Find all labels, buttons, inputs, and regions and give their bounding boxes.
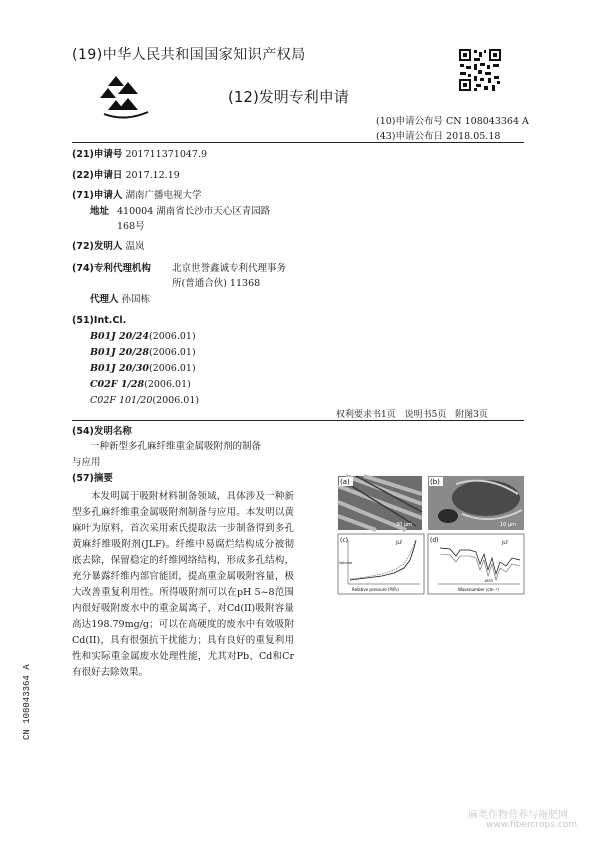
invention-title-line-2: 与应用 — [72, 457, 101, 468]
address-line-2: 168号 — [117, 221, 145, 232]
address-label: 地址 — [90, 206, 110, 217]
ipc-version: (2006.01) — [148, 347, 196, 358]
panel-d-label: (d) — [430, 537, 439, 544]
pages-info: 权利要求书1页 说明书5页 附图3页 — [336, 410, 488, 420]
agent-label: 代理人 — [90, 294, 119, 305]
ipc-code: C02F 101/20 — [90, 395, 153, 406]
ipc-version: (2006.01) — [152, 395, 200, 406]
sem-pore-b — [452, 480, 520, 516]
plot-d-peak-label: 1653 — [484, 579, 493, 583]
agency-line-2: 所(普通合伙) 11368 — [172, 278, 261, 289]
panel-c-label: (c) — [340, 537, 348, 544]
invention-title-line-1: 一种新型多孔麻纤维重金属吸附剂的制备 — [90, 441, 262, 452]
ipc-row — [90, 329, 196, 344]
intcl-label: (51)Int.Cl. — [72, 315, 127, 326]
biblio-divider — [72, 420, 524, 421]
applicant-row — [72, 188, 201, 203]
application-number-label: (21)申请号 — [72, 149, 123, 160]
document-type: (12)发明专利申请 — [228, 88, 349, 106]
ipc-row — [90, 345, 196, 360]
inventor-label: (72)发明人 — [72, 241, 123, 252]
abstract-label: (57)摘要 — [72, 473, 113, 484]
filing-date-row — [72, 168, 180, 183]
applicant: 湖南广播电视大学 — [125, 190, 202, 201]
watermark-url: www.fibercrops.com — [486, 820, 577, 830]
plot-c-xlabel: Relative pressure (P/P₀) — [352, 587, 399, 592]
ipc-row — [90, 377, 191, 392]
plot-c-ylabel: Volume — [339, 561, 353, 565]
inventor: 温岚 — [125, 241, 145, 252]
address-line-1: 410004 湖南省长沙市天心区青园路 — [117, 206, 271, 217]
abstract-figure — [336, 474, 526, 596]
ipc-version: (2006.01) — [148, 363, 196, 374]
title-label: (54)发明名称 — [72, 426, 132, 437]
side-publication-number: CN 108043364 A — [22, 664, 32, 740]
plot-d-xlabel: Wavenumber (cm⁻¹) — [458, 587, 499, 592]
ipc-code: B01J 20/28 — [90, 347, 149, 358]
agent-row — [90, 292, 150, 307]
plot-d-legend: JLF — [502, 541, 509, 546]
ipc-code: B01J 20/24 — [90, 331, 149, 342]
scale-bar-b: 10 μm — [500, 522, 517, 528]
ipc-code: C02F 1/28 — [90, 379, 145, 390]
filing-date-label: (22)申请日 — [72, 170, 123, 181]
agency-label: (74)专利代理机构 — [72, 263, 151, 274]
watermark-site-name: 麻类作物营养与施肥网 — [468, 810, 568, 821]
publication-date: (43)申请公布日 2018.05.18 — [376, 131, 501, 142]
ipc-code: B01J 20/30 — [90, 363, 149, 374]
agency-line-1: 北京世誉鑫诚专利代理事务 — [172, 263, 287, 274]
panel-a-label: (a) — [340, 478, 350, 486]
ipc-version: (2006.01) — [148, 331, 196, 342]
ipc-row — [90, 361, 196, 376]
publication-number: (10)申请公布号 CN 108043364 A — [376, 116, 529, 127]
plot-c-legend: JLF — [396, 541, 403, 546]
inventor-row — [72, 239, 144, 254]
filing-date: 2017.12.19 — [125, 170, 180, 181]
qr-code-icon — [458, 48, 502, 92]
plot-d-frame — [428, 534, 524, 594]
application-number: 201711371047.9 — [125, 149, 208, 160]
agent: 孙国栋 — [121, 294, 151, 305]
sem-inset-b — [438, 509, 458, 523]
sipo-emblem-icon — [98, 74, 152, 120]
header-divider — [72, 142, 524, 143]
panel-b-label: (b) — [430, 478, 440, 486]
patent-office-name: (19)中华人民共和国国家知识产权局 — [72, 47, 306, 63]
applicant-label: (71)申请人 — [72, 190, 123, 201]
ipc-row — [90, 393, 199, 408]
ipc-version: (2006.01) — [144, 379, 191, 390]
application-number-row — [72, 147, 207, 162]
abstract-text: 本发明属于吸附材料制备领域，具体涉及一种新型多孔麻纤维重金属吸附剂制备与应用。本发明以黄麻叶为原料，首次采用索氏提取法一步制备得到多孔黄麻纤维吸附剂(JLF)。纤维中易腐烂结构成分被彻底去除，保留稳定的纤维网络结构，形成多孔结构，充分暴露纤维内部官能团，提高重金属吸附容量，极大改善重复利用性。所得吸附剂可以在pH 5~8范围内很好吸附废水中的重金属离子，对Cd(II)吸附容量高达198.79mg/g；可以在高硬度的废水中有效吸附Cd(II)，具有很强抗干扰能力；具有良好的重复利用性和实际重金属废水处理性能，尤其对Pb、Cd和Cr有很好去除效果。 — [72, 491, 294, 678]
scale-bar-a: 30 μm — [396, 522, 413, 528]
